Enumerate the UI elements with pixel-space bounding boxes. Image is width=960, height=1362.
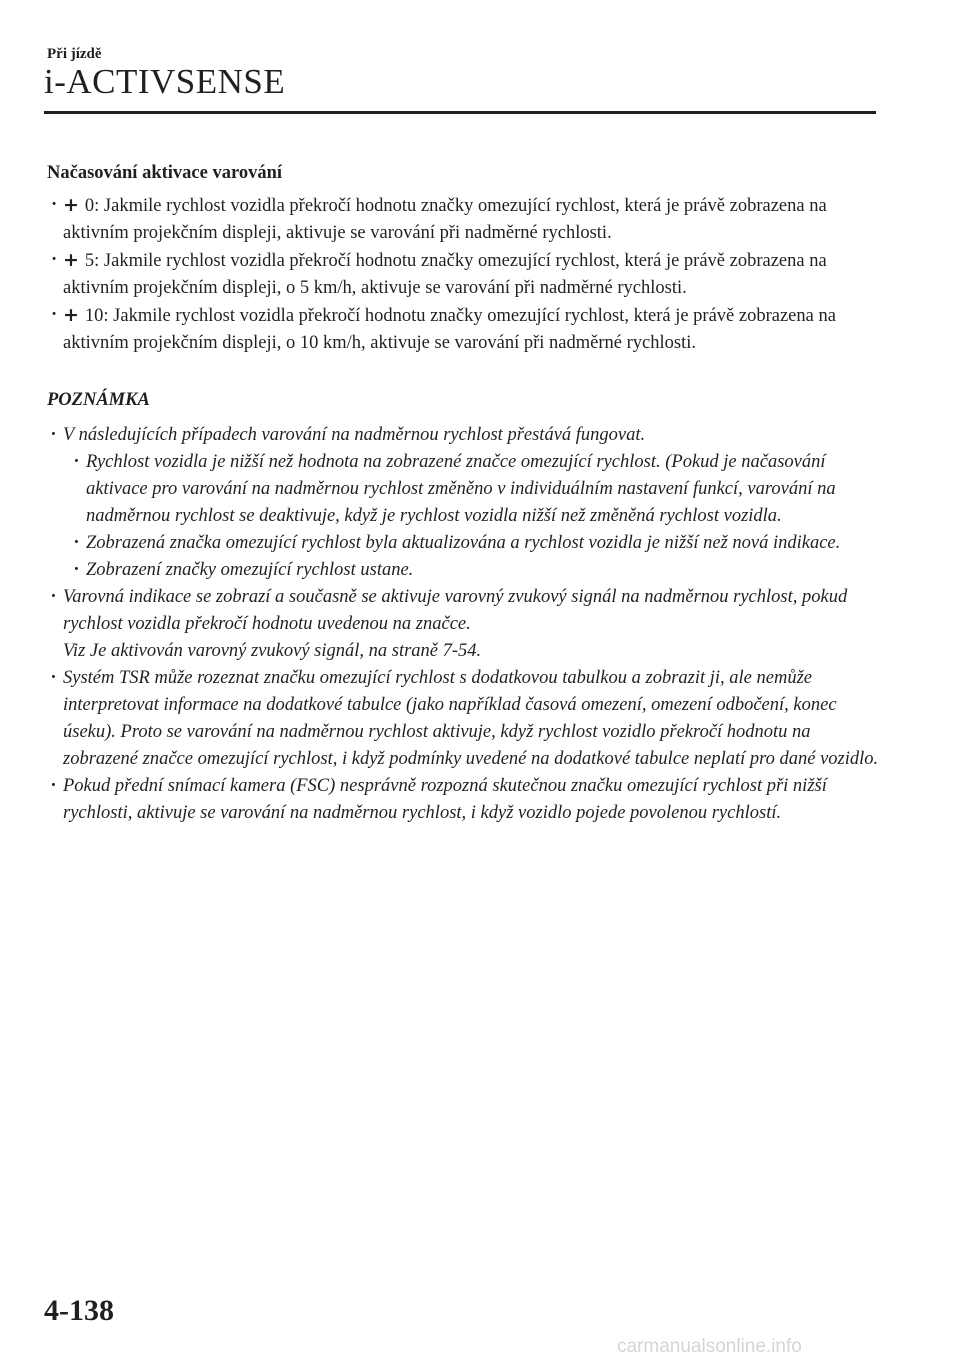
plus-icon: + [63,249,79,271]
note-intro-text: V následujících případech varování na nadměrnou rychlost přestává fungovat. [63,425,646,445]
bullet: · [51,250,58,270]
note-intro [47,422,882,449]
timing-item-0 [47,192,882,247]
timing-item-text: 10: Jakmile rychlost vozidla překročí hodnotu značky omezující rychlost, která je právě zobrazena na aktivním projekčním displeji, o 10 km/h, aktivuje se varování při nadměrné rychlosti. [63,306,836,353]
note-sub-item-1 [47,530,882,557]
note-heading: POZNÁMKA [47,390,150,410]
note-sub-item-text: Rychlost vozidla je nižší než hodnota na zobrazené značce omezující rychlost. (Pokud je načasování aktivace pro varování na nadměrnou rychlost změněno v individuálním nastavení funkcí, varování na nadměrnou rychlost se deaktivuje, když je rychlost vozidla nižší než změněná rychlost vozidla. [86,452,836,526]
note-fsc [47,773,882,827]
bullet: · [74,452,79,472]
timing-item-text: 5: Jakmile rychlost vozidla překročí hodnotu značky omezující rychlost, která je právě zobrazena na aktivním projekčním displeji, o 5 km/h, aktivuje se varování při nadměrné rychlosti. [63,251,827,298]
note-warning-text: Varovná indikace se zobrazí a současně se aktivuje varovný zvukový signál na nadměrnou rychlost, pokud rychlost vozidla překročí hodnotu uvedenou na značce. [63,587,848,634]
page-content [47,160,882,827]
note-sub-item-2 [47,557,882,584]
note-sub-item-0 [47,449,882,530]
header-rule [44,111,876,114]
note-warning [47,584,882,665]
cross-reference: Viz Je aktivován varovný zvukový signál, na straně 7-54. [63,641,482,661]
bullet: · [74,533,79,553]
plus-icon: + [63,304,79,326]
bullet: · [51,668,56,688]
timing-item-1 [47,247,882,302]
note-tsr [47,665,882,773]
bullet: · [51,305,58,325]
bullet: · [51,425,56,445]
timing-item-text: 0: Jakmile rychlost vozidla překročí hodnotu značky omezující rychlost, která je právě zobrazena na aktivním projekčním displeji, aktivuje se varování při nadměrné rychlosti. [63,196,827,243]
watermark: carmanualsonline.info [617,1336,802,1357]
chapter-title: i-ACTIVSENSE [44,62,286,101]
bullet: · [74,560,79,580]
page-number: 4-138 [44,1294,114,1327]
note-block [47,422,882,827]
plus-icon: + [63,194,79,216]
timing-heading: Načasování aktivace varování [47,163,283,183]
note-sub-item-text: Zobrazená značka omezující rychlost byla aktualizována a rychlost vozidla je nižší než nová indikace. [86,533,841,553]
timing-item-2 [47,302,882,357]
note-tsr-text: Systém TSR může rozeznat značku omezující rychlost s dodatkovou tabulkou a zobrazit ji, ale nemůže interpretovat informace na dodatkové tabulce (jako například časová omezení, omezení odbočení, konec úseku). Proto se varování na nadměrnou rychlost aktivuje, když rychlost vozidlo překročí hodnotu na zobrazené značce omezující rychlost, i když podmínky uvedené na dodatkové tabulce neplatí pro dané vozidlo. [63,668,879,769]
bullet: · [51,195,58,215]
bullet: · [51,776,56,796]
section-label: Při jízdě [47,46,102,62]
bullet: · [51,587,56,607]
note-sub-item-text: Zobrazení značky omezující rychlost ustane. [86,560,414,580]
note-fsc-text: Pokud přední snímací kamera (FSC) nesprávně rozpozná skutečnou značku omezující rychlost při nižší rychlosti, aktivuje se varování na nadměrnou rychlost, i když vozidlo pojede povolenou rychlostí. [63,776,827,823]
